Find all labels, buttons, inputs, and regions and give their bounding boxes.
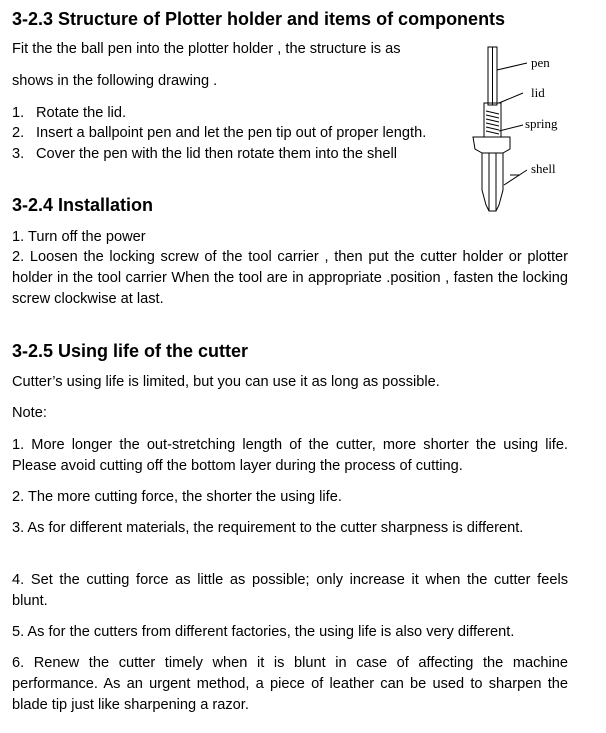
list-item bbox=[12, 144, 397, 165]
section-heading-installation: 3-2.4 Installation bbox=[12, 195, 154, 215]
list-item bbox=[12, 103, 126, 124]
installation-step-1: 1. Turn off the power bbox=[12, 229, 146, 245]
diagram-label-lid: lid bbox=[531, 85, 545, 100]
list-item-text: Insert a ballpoint pen and let the pen tip out of proper length. bbox=[36, 125, 427, 141]
diagram-label-pen: pen bbox=[531, 55, 550, 70]
note-label: Note: bbox=[12, 405, 47, 421]
note-item: 2. The more cutting force, the shorter the using life. bbox=[12, 489, 342, 505]
cutter-life-intro: Cutter’s using life is limited, but you can use it as long as possible. bbox=[12, 374, 440, 390]
diagram-label-shell: shell bbox=[531, 161, 556, 176]
spring-shape bbox=[486, 111, 499, 134]
list-item-number: 1. bbox=[12, 105, 25, 121]
note-item: 6. Renew the cutter timely when it is blunt in case of affecting the machine performance. As an urgent method, a piece of leather can be used to sharpen the blade tip just like sharpening a razor. bbox=[12, 655, 568, 713]
list-item-text: Rotate the lid. bbox=[36, 105, 127, 121]
note-item: 4. Set the cutting force as little as possible; only increase it when the cutter feels blunt. bbox=[12, 572, 568, 609]
installation-step-2: 2. Loosen the locking screw of the tool carrier , then put the cutter holder or plotter holder in the tool carrier When the tool are in appropriate .position , fasten the locking screw clockwise at last. bbox=[12, 249, 568, 307]
list-item bbox=[12, 123, 426, 144]
note-item: 5. As for the cutters from different factories, the using life is also very different. bbox=[12, 624, 515, 640]
intro-text-line-2: shows in the following drawing . bbox=[12, 73, 218, 89]
list-item-number: 3. bbox=[12, 146, 25, 162]
section-heading-plotter-holder: 3-2.3 Structure of Plotter holder and items of components bbox=[12, 9, 506, 29]
diagram-label-spring: spring bbox=[525, 116, 558, 131]
note-item: 3. As for different materials, the requirement to the cutter sharpness is different. bbox=[12, 520, 524, 536]
intro-text-line-1: Fit the the ball pen into the plotter holder , the structure is as bbox=[12, 41, 401, 57]
list-item-number: 2. bbox=[12, 125, 25, 141]
section-heading-cutter-life: 3-2.5 Using life of the cutter bbox=[12, 341, 249, 361]
plotter-holder-diagram bbox=[455, 45, 585, 220]
shell-shape bbox=[473, 137, 510, 211]
list-item-text: Cover the pen with the lid then rotate them into the shell bbox=[36, 146, 398, 162]
note-item: 1. More longer the out-stretching length of the cutter, more shorter the using life. Please avoid cutting off the bottom layer during the process of cutting. bbox=[12, 437, 568, 474]
